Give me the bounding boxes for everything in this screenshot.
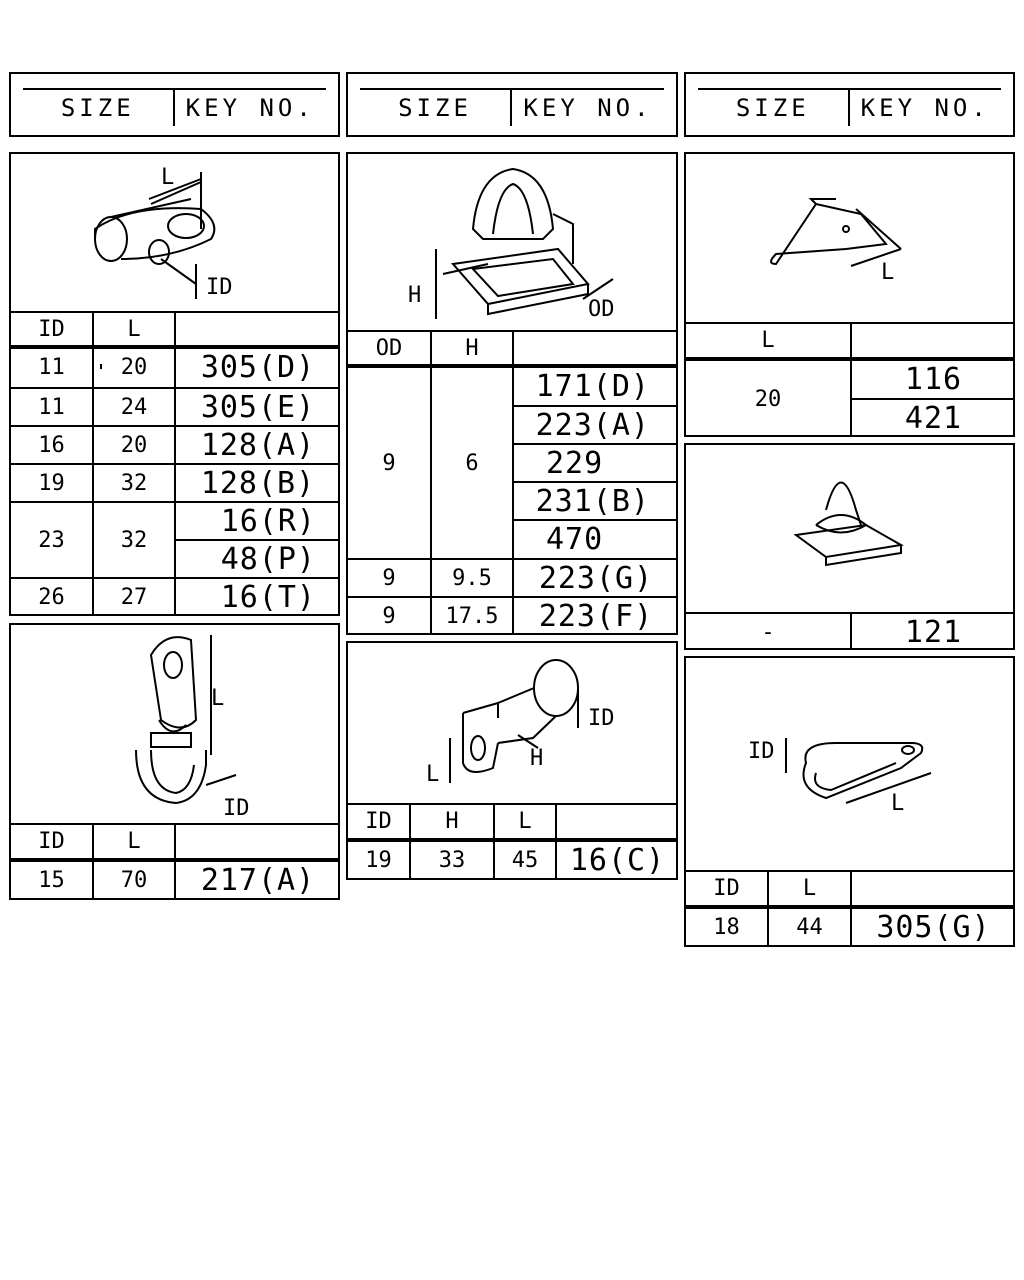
header-col2 <box>346 72 678 137</box>
cell-l: 20 <box>120 432 148 458</box>
cell-key: 128(B) <box>200 465 316 501</box>
label-L: L <box>211 686 225 711</box>
label-H: H <box>530 746 544 771</box>
key-no-header: KEY NO. <box>860 94 990 122</box>
cell-h: 17.5 <box>445 603 499 629</box>
label-ID: ID <box>748 739 775 764</box>
cell-key: 16(C) <box>569 842 666 878</box>
cell-id: 19 <box>365 847 392 873</box>
cell-od: 9 <box>382 565 396 591</box>
size-header: SIZE <box>398 94 472 122</box>
cell-key: 305(E) <box>200 389 316 425</box>
panel-clip-od <box>346 152 678 635</box>
cell-key: 421 <box>904 400 963 436</box>
cell-id: 11 <box>38 354 65 380</box>
cell-key: 229 <box>546 445 604 481</box>
key-no-header: KEY NO. <box>523 94 653 122</box>
cell-od: 9 <box>382 450 396 476</box>
cell-key: 217(A) <box>200 862 316 898</box>
col-header-id: ID <box>365 809 392 834</box>
cell-l: 45 <box>511 847 539 873</box>
push-pin-illustration <box>686 445 1017 613</box>
cell-key: 470 <box>546 521 604 557</box>
cell-l: 24 <box>120 394 148 420</box>
col-header-id: ID <box>38 829 65 854</box>
panel-clip-bent <box>684 152 1015 437</box>
panel-clamp-bracket <box>346 641 678 880</box>
cell-key: 128(A) <box>200 427 316 463</box>
cell-id: 23 <box>38 527 65 553</box>
cell-id: 11 <box>38 394 65 420</box>
cell-od: 9 <box>382 603 396 629</box>
col-header-id: ID <box>38 316 65 342</box>
col-header-l: L <box>761 328 775 353</box>
col-header-h: H <box>445 809 459 834</box>
clamp-double-illustration <box>686 658 1017 870</box>
cell-key: 223(A) <box>535 407 650 443</box>
col-header-od: OD <box>375 335 403 361</box>
cell-id: 19 <box>38 470 65 496</box>
cell-l: 20 <box>120 354 148 380</box>
label-ID: ID <box>588 706 615 731</box>
cell-h: 33 <box>438 847 466 873</box>
cell-id: 15 <box>38 867 65 893</box>
label-ID: ID <box>223 796 250 821</box>
cell-key: 16(T) <box>220 579 316 615</box>
cell-key: 223(G) <box>538 560 654 596</box>
clip-od-illustration <box>348 154 680 330</box>
label-L: L <box>881 260 895 285</box>
col-header-h: H <box>465 335 479 361</box>
label-L: L <box>161 165 175 190</box>
col-header-l: L <box>802 876 817 901</box>
key-no-header: KEY NO. <box>185 94 315 122</box>
clip-bent-illustration <box>686 154 1017 322</box>
size-header: SIZE <box>735 94 810 122</box>
panel-clamp-flat <box>9 152 340 616</box>
cell-key: 305(D) <box>200 349 316 385</box>
label-H: H <box>408 283 422 308</box>
label-L: L <box>891 791 905 816</box>
header-col1 <box>9 72 340 137</box>
clamp-tab-illustration <box>11 625 342 823</box>
cell-key: 231(B) <box>535 483 650 519</box>
cell-key: 116 <box>904 361 963 397</box>
col-header-l: L <box>518 809 532 834</box>
cell-l: 70 <box>120 867 148 893</box>
cell-l: 27 <box>120 584 148 610</box>
cell-key: 223(F) <box>538 598 654 634</box>
cell-size: - <box>761 619 775 645</box>
cell-id: 26 <box>38 584 65 610</box>
cell-id: 18 <box>713 914 740 940</box>
cell-key: 305(G) <box>876 909 991 945</box>
col-header-id: ID <box>713 876 740 901</box>
panel-clamp-double <box>684 656 1015 947</box>
clamp-flat-illustration <box>11 154 342 312</box>
cell-key: 48(P) <box>220 541 316 577</box>
label-L: L <box>426 762 440 787</box>
header-col3 <box>684 72 1015 137</box>
cell-h: 6 <box>465 450 479 476</box>
cell-key: 171(D) <box>535 368 650 404</box>
label-OD: OD <box>588 297 615 322</box>
cell-key: 121 <box>904 614 963 650</box>
cell-l: 32 <box>120 527 148 553</box>
cell-l: 20 <box>754 386 782 412</box>
size-header: SIZE <box>60 94 135 122</box>
cell-l: 44 <box>796 914 823 940</box>
clamp-bracket-illustration <box>348 643 680 803</box>
cell-id: 16 <box>38 432 65 458</box>
col-header-l: L <box>127 316 141 342</box>
cell-h: 9.5 <box>452 565 492 591</box>
label-ID: ID <box>206 275 233 300</box>
panel-clamp-tab <box>9 623 340 900</box>
col-header-l: L <box>127 829 141 854</box>
panel-push-pin <box>684 443 1015 650</box>
cell-key: 16(R) <box>220 503 316 539</box>
cell-l: 32 <box>120 470 148 496</box>
